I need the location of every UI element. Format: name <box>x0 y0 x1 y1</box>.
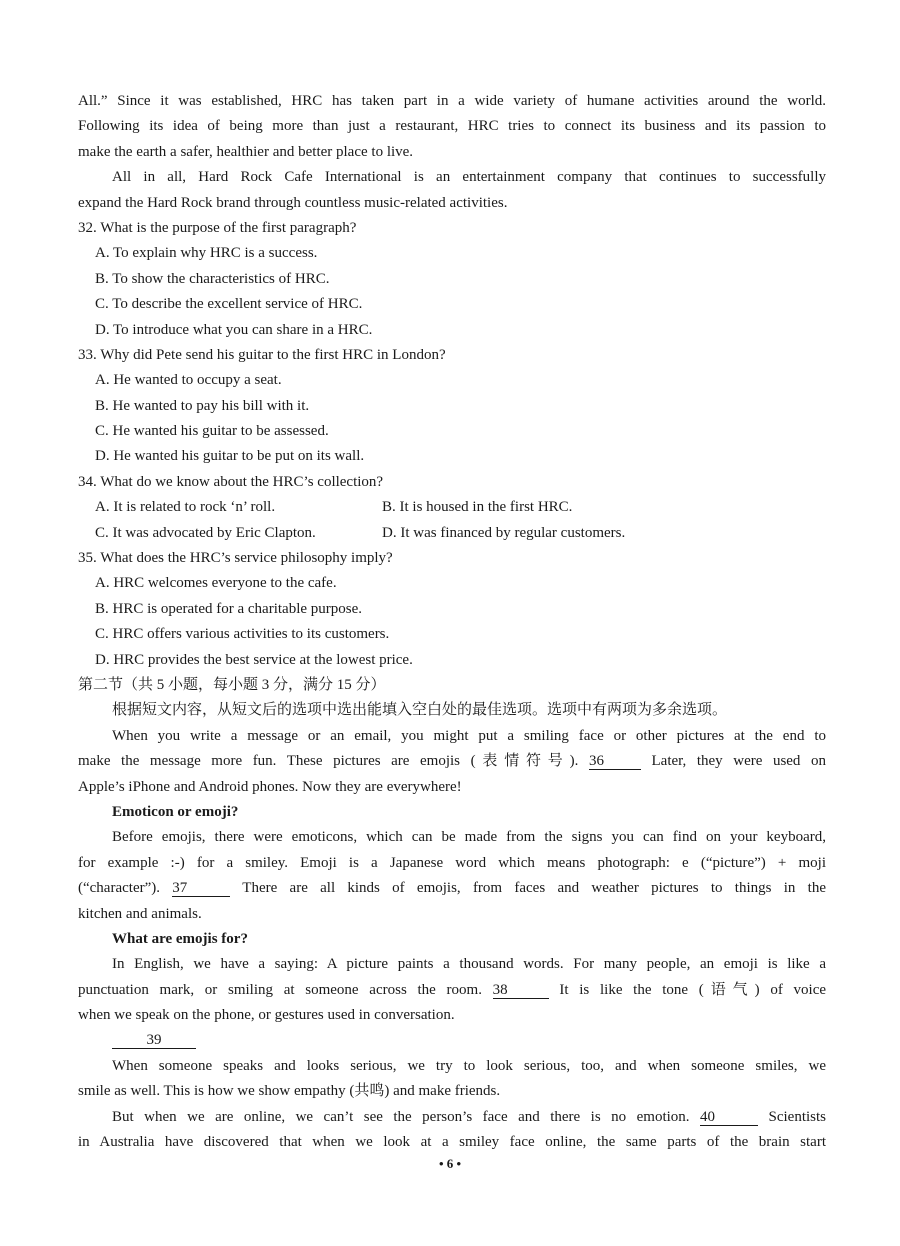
blank-39[interactable]: 39 <box>112 1032 196 1049</box>
blank-38[interactable]: 38 <box>493 982 549 999</box>
question-34 <box>78 470 826 546</box>
text-line <box>78 1028 826 1053</box>
blank-36[interactable]: 36 <box>589 753 641 770</box>
text-line: Before emojis, there were emoticons, which can be made from the signs you can find on your keyboard, <box>112 829 826 846</box>
text-line: expand the Hard Rock brand through countless music-related activities. <box>78 194 508 211</box>
question-35 <box>78 546 826 673</box>
text-segment: There are all kinds of emojis, from faces and weather pictures to things in the <box>242 880 826 897</box>
option-b: B. He wanted to pay his bill with it. <box>95 397 310 414</box>
blank-40[interactable]: 40 <box>700 1109 758 1126</box>
option-c: C. It was advocated by Eric Clapton. <box>95 524 316 541</box>
text-line <box>78 978 826 1003</box>
option-a: A. HRC welcomes everyone to the cafe. <box>95 575 337 592</box>
text-line: for example :-) for a smiley. Emoji is a Japanese word which means photograph: e (“picture”) + moji <box>78 854 826 871</box>
text-segment: But when we are online, we can’t see the person’s face and there is no emotion. <box>112 1108 690 1125</box>
page-number: • 6 • <box>438 1156 462 1171</box>
option-a: A. To explain why HRC is a success. <box>95 245 318 262</box>
text-segment: Later, they were used on <box>651 753 826 770</box>
text-segment: Scientists <box>768 1108 827 1125</box>
question-stem: 33. Why did Pete send his guitar to the first HRC in London? <box>78 346 446 363</box>
option-d: D. It was financed by regular customers. <box>382 524 626 541</box>
option-c: C. He wanted his guitar to be assessed. <box>95 423 329 440</box>
text-line: Following its idea of being more than just a restaurant, HRC tries to connect its business and its passion to <box>78 118 826 135</box>
text-line: when we speak on the phone, or gestures used in conversation. <box>78 1007 455 1024</box>
question-32 <box>78 216 826 343</box>
subheading: Emoticon or emoji? <box>112 803 239 820</box>
text-line: All in all, Hard Rock Cafe International is an entertainment company that continues to successfully <box>112 169 826 186</box>
option-row <box>78 521 826 546</box>
section-instruction: 根据短文内容，从短文后的选项中选出能填入空白处的最佳选项。选项中有两项为多余选项。 <box>112 702 728 719</box>
text-segment: make the message more fun. These pictures are emojis (表情符号). <box>78 753 579 770</box>
option-b: B. To show the characteristics of HRC. <box>95 270 330 287</box>
text-line <box>78 876 826 901</box>
option-row <box>78 495 826 520</box>
option-a: A. He wanted to occupy a seat. <box>95 372 282 389</box>
text-segment: (“character”). <box>78 880 161 897</box>
text-line <box>78 1105 826 1130</box>
text-line: smile as well. This is how we show empathy (共鸣) and make friends. <box>78 1083 501 1100</box>
option-d: D. HRC provides the best service at the lowest price. <box>95 651 413 668</box>
option-d: D. To introduce what you can share in a HRC. <box>95 321 373 338</box>
option-c: C. To describe the excellent service of HRC. <box>95 296 363 313</box>
section-heading: 第二节（共 5 小题，每小题 3 分，满分 15 分） <box>78 676 386 693</box>
option-d: D. He wanted his guitar to be put on its wall. <box>95 448 365 465</box>
question-stem: 32. What is the purpose of the first paragraph? <box>78 219 357 236</box>
option-c: C. HRC offers various activities to its customers. <box>95 626 390 643</box>
text-line: Apple’s iPhone and Android phones. Now they are everywhere! <box>78 778 462 795</box>
text-segment: punctuation mark, or smiling at someone across the room. <box>78 981 482 998</box>
text-line: When someone speaks and looks serious, we try to look serious, too, and when someone smiles, we <box>112 1057 826 1074</box>
option-b: B. HRC is operated for a charitable purpose. <box>95 600 363 617</box>
text-line <box>78 749 826 774</box>
text-line: kitchen and animals. <box>78 905 202 922</box>
text-segment: It is like the tone (语气) of voice <box>559 981 827 998</box>
subheading: What are emojis for? <box>112 930 248 947</box>
option-a: A. It is related to rock ‘n’ roll. <box>95 499 276 516</box>
question-stem: 34. What do we know about the HRC’s collection? <box>78 473 384 490</box>
text-line: When you write a message or an email, you might put a smiling face or other pictures at the end to <box>112 727 826 744</box>
question-stem: 35. What does the HRC’s service philosophy imply? <box>78 550 393 567</box>
question-33 <box>78 343 826 470</box>
blank-37[interactable]: 37 <box>172 880 230 897</box>
text-line: In English, we have a saying: A picture paints a thousand words. For many people, an emoji is like a <box>112 956 826 973</box>
option-b: B. It is housed in the first HRC. <box>382 499 573 516</box>
page-content <box>78 89 826 1155</box>
text-line: All.” Since it was established, HRC has taken part in a wide variety of humane activities around the world. <box>78 93 826 109</box>
text-line: in Australia have discovered that when we look at a smiley face online, the same parts of the brain start <box>78 1134 826 1151</box>
text-line: make the earth a safer, healthier and better place to live. <box>78 143 414 160</box>
